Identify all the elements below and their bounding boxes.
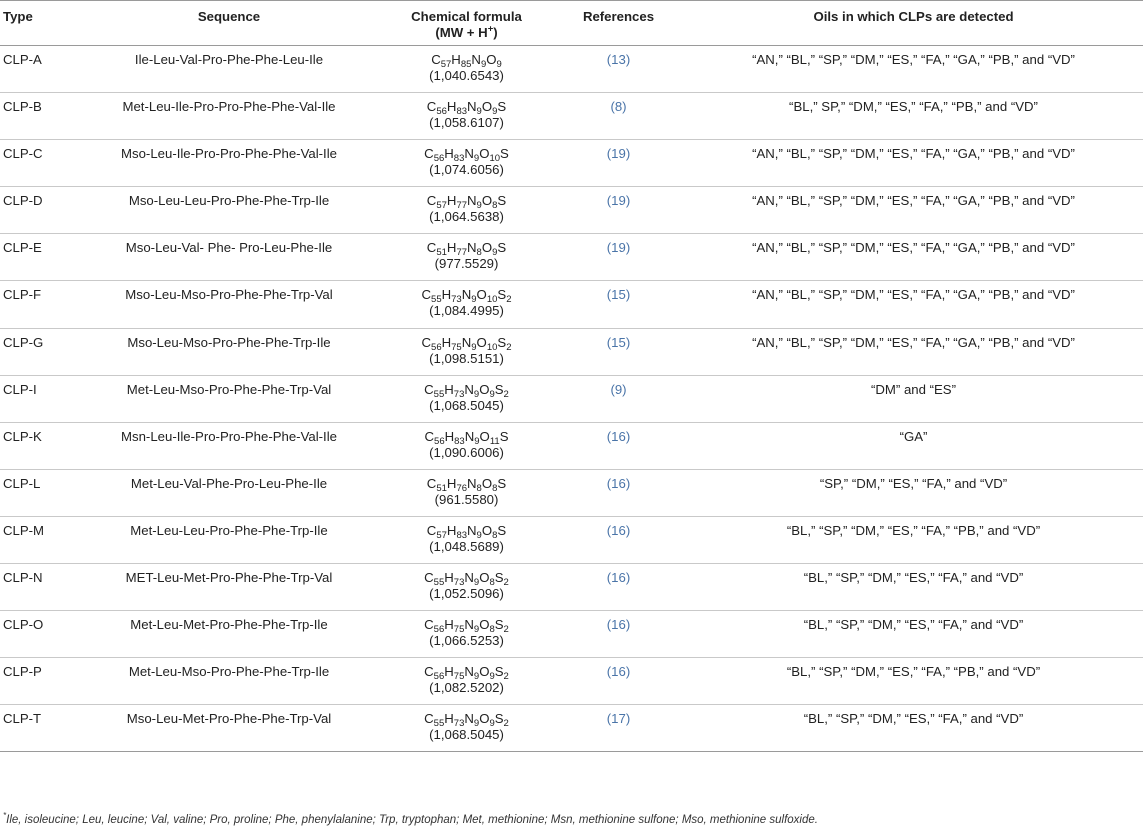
table-row (0, 705, 1143, 752)
cell-reference (553, 328, 684, 375)
cell-type: CLP-A (0, 46, 78, 93)
formula-text: $C_{56}H_{75}N_9O_9S_2$ (424, 664, 509, 683)
reference-link[interactable]: (16) (606, 428, 631, 444)
molecular-weight: (1,052.5096) (429, 586, 504, 602)
cell-sequence: Ile-Leu-Val-Pro-Phe-Phe-Leu-Ile (78, 46, 380, 93)
cell-type: CLP-B (0, 93, 78, 140)
cell-reference (553, 705, 684, 752)
cell-oils: “DM” and “ES” (684, 375, 1143, 422)
molecular-weight: (1,068.5045) (429, 727, 504, 743)
cell-reference (553, 46, 684, 93)
cell-type: CLP-G (0, 328, 78, 375)
header-sequence: Sequence (78, 1, 380, 46)
cell-reference (553, 187, 684, 234)
cell-sequence: Met-Leu-Met-Pro-Phe-Phe-Trp-Ile (78, 611, 380, 658)
formula-text: $C_{56}H_{83}N_9O_{11}S$ (424, 428, 509, 447)
cell-oils: “AN,” “BL,” “SP,” “DM,” “ES,” “FA,” “GA,” “PB,” and “VD” (684, 187, 1143, 234)
molecular-weight: (1,082.5202) (429, 680, 504, 696)
cell-formula (380, 187, 553, 234)
cell-sequence: Met-Leu-Val-Phe-Pro-Leu-Phe-Ile (78, 469, 380, 516)
cell-oils: “GA” (684, 422, 1143, 469)
reference-link[interactable]: (15) (606, 334, 631, 350)
reference-link[interactable]: (16) (606, 522, 631, 538)
cell-formula (380, 469, 553, 516)
table-row (0, 93, 1143, 140)
formula-text: $C_{56}H_{83}N_9O_9S$ (426, 99, 507, 118)
reference-link[interactable]: (16) (606, 475, 631, 491)
reference-link[interactable]: (16) (606, 664, 631, 680)
cell-oils: “AN,” “BL,” “SP,” “DM,” “ES,” “FA,” “GA,” “PB,” and “VD” (684, 46, 1143, 93)
reference-link[interactable]: (13) (606, 52, 631, 67)
cell-reference (553, 281, 684, 328)
cell-reference (553, 469, 684, 516)
header-row (0, 1, 1143, 46)
header-formula-line2: (MW + H+) (435, 23, 498, 40)
cell-sequence: Mso-Leu-Val- Phe- Pro-Leu-Phe-Ile (78, 234, 380, 281)
table-row (0, 611, 1143, 658)
cell-formula (380, 46, 553, 93)
molecular-weight: (1,048.5689) (429, 538, 504, 554)
table-row (0, 140, 1143, 187)
cell-sequence: Met-Leu-Ile-Pro-Pro-Phe-Phe-Val-Ile (78, 93, 380, 140)
cell-oils: “BL,” “SP,” “DM,” “ES,” “FA,” and “VD” (684, 611, 1143, 658)
table-row (0, 187, 1143, 234)
molecular-weight: (1,064.5638) (429, 209, 504, 225)
cell-formula (380, 422, 553, 469)
cell-sequence: Met-Leu-Mso-Pro-Phe-Phe-Trp-Ile (78, 658, 380, 705)
cell-reference (553, 375, 684, 422)
cell-reference (553, 611, 684, 658)
cell-oils: “AN,” “BL,” “SP,” “DM,” “ES,” “FA,” “GA,” “PB,” and “VD” (684, 140, 1143, 187)
header-type: Type (0, 1, 78, 46)
molecular-weight: (977.5529) (434, 256, 499, 272)
cell-oils: “BL,” “SP,” “DM,” “ES,” “FA,” “PB,” and “VD” (684, 658, 1143, 705)
table-row (0, 658, 1143, 705)
cell-formula (380, 611, 553, 658)
cell-oils: “AN,” “BL,” “SP,” “DM,” “ES,” “FA,” “GA,” “PB,” and “VD” (684, 234, 1143, 281)
cell-oils: “AN,” “BL,” “SP,” “DM,” “ES,” “FA,” “GA,” “PB,” and “VD” (684, 281, 1143, 328)
cell-formula (380, 658, 553, 705)
cell-oils: “BL,” “SP,” “DM,” “ES,” “FA,” and “VD” (684, 564, 1143, 611)
cell-formula (380, 234, 553, 281)
table-body (0, 46, 1143, 752)
molecular-weight: (1,090.6006) (429, 444, 504, 460)
formula-text: $C_{51}H_{76}N_8O_8S$ (426, 475, 507, 494)
cell-oils: “BL,” “SP,” “DM,” “ES,” “FA,” and “VD” (684, 705, 1143, 752)
molecular-weight: (1,066.5253) (429, 633, 504, 649)
formula-text: $C_{57}H_{85}N_9O_9$ (431, 52, 502, 70)
table-row (0, 375, 1143, 422)
cell-reference (553, 140, 684, 187)
cell-type: CLP-E (0, 234, 78, 281)
cell-type: CLP-C (0, 140, 78, 187)
cell-oils: “BL,” “SP,” “DM,” “ES,” “FA,” “PB,” and “VD” (684, 516, 1143, 563)
formula-text: $C_{56}H_{83}N_9O_{10}S$ (424, 146, 509, 165)
cell-type: CLP-F (0, 281, 78, 328)
cell-sequence: Met-Leu-Leu-Pro-Phe-Phe-Trp-Ile (78, 516, 380, 563)
cell-formula (380, 93, 553, 140)
reference-link[interactable]: (15) (606, 287, 631, 303)
reference-link[interactable]: (8) (610, 99, 627, 115)
formula-text: $C_{51}H_{77}N_8O_9S$ (426, 240, 507, 259)
molecular-weight: (1,068.5045) (429, 397, 504, 413)
table-row (0, 234, 1143, 281)
cell-reference (553, 234, 684, 281)
cell-sequence: MET-Leu-Met-Pro-Phe-Phe-Trp-Val (78, 564, 380, 611)
molecular-weight: (1,084.4995) (429, 303, 504, 319)
cell-reference (553, 658, 684, 705)
cell-type: CLP-P (0, 658, 78, 705)
table-row (0, 516, 1143, 563)
cell-oils: “BL,” SP,” “DM,” “ES,” “FA,” “PB,” and “VD” (684, 93, 1143, 140)
cell-sequence: Mso-Leu-Mso-Pro-Phe-Phe-Trp-Ile (78, 328, 380, 375)
cell-reference (553, 516, 684, 563)
header-formula (380, 1, 553, 46)
table-row (0, 469, 1143, 516)
formula-text: $C_{55}H_{73}N_9O_9S_2$ (424, 381, 509, 400)
cell-type: CLP-I (0, 375, 78, 422)
cell-formula (380, 328, 553, 375)
header-formula-line1: Chemical formula (411, 9, 522, 24)
cell-type: CLP-D (0, 187, 78, 234)
molecular-weight: (1,058.6107) (429, 115, 504, 131)
reference-link[interactable]: (19) (606, 240, 631, 256)
cell-type: CLP-L (0, 469, 78, 516)
reference-link[interactable]: (16) (606, 570, 631, 586)
footnote-marker: * (3, 811, 7, 820)
molecular-weight: (1,040.6543) (429, 68, 504, 83)
cell-reference (553, 93, 684, 140)
header-references: References (553, 1, 684, 46)
cell-type: CLP-N (0, 564, 78, 611)
cell-sequence: Msn-Leu-Ile-Pro-Pro-Phe-Phe-Val-Ile (78, 422, 380, 469)
cell-type: CLP-T (0, 705, 78, 752)
cell-sequence: Mso-Leu-Met-Pro-Phe-Phe-Trp-Val (78, 705, 380, 752)
footnote-text: Ile, isoleucine; Leu, leucine; Val, valine; Pro, proline; Phe, phenylalanine; Trp, tryptophan; Met, methionine; Msn, methionine sulfone; Mso, methionine sulfoxide. (6, 813, 818, 826)
cell-reference (553, 422, 684, 469)
cell-type: CLP-K (0, 422, 78, 469)
formula-text: $C_{55}H_{73}N_9O_8S_2$ (424, 570, 509, 589)
formula-text: $C_{56}H_{75}N_9O_8S_2$ (424, 617, 509, 636)
table-row (0, 46, 1143, 93)
reference-link[interactable]: (19) (606, 146, 631, 162)
reference-link[interactable]: (17) (606, 711, 631, 727)
molecular-weight: (961.5580) (434, 491, 499, 507)
formula-text: $C_{55}H_{73}N_9O_9S_2$ (424, 711, 509, 730)
cell-formula (380, 705, 553, 752)
formula-text: $C_{57}H_{77}N_9O_8S$ (426, 193, 507, 212)
reference-link[interactable]: (19) (606, 193, 631, 209)
cell-sequence: Mso-Leu-Ile-Pro-Pro-Phe-Phe-Val-Ile (78, 140, 380, 187)
cell-type: CLP-M (0, 516, 78, 563)
cell-formula (380, 516, 553, 563)
table-row (0, 281, 1143, 328)
formula-text: $C_{55}H_{73}N_9O_{10}S_2$ (421, 287, 512, 306)
cell-formula (380, 140, 553, 187)
cell-oils: “SP,” “DM,” “ES,” “FA,” and “VD” (684, 469, 1143, 516)
cell-sequence: Met-Leu-Mso-Pro-Phe-Phe-Trp-Val (78, 375, 380, 422)
reference-link[interactable]: (9) (610, 381, 627, 397)
table-row (0, 422, 1143, 469)
cell-type: CLP-O (0, 611, 78, 658)
table-row (0, 328, 1143, 375)
formula-text: $C_{57}H_{83}N_9O_8S$ (426, 522, 507, 541)
table-row (0, 564, 1143, 611)
cell-formula (380, 375, 553, 422)
reference-link[interactable]: (16) (606, 617, 631, 633)
cell-formula (380, 281, 553, 328)
molecular-weight: (1,074.6056) (429, 162, 504, 178)
cell-sequence: Mso-Leu-Mso-Pro-Phe-Phe-Trp-Val (78, 281, 380, 328)
header-oils: Oils in which CLPs are detected (684, 1, 1143, 46)
cell-oils: “AN,” “BL,” “SP,” “DM,” “ES,” “FA,” “GA,” “PB,” and “VD” (684, 328, 1143, 375)
footnote (3, 811, 818, 826)
cell-sequence: Mso-Leu-Leu-Pro-Phe-Phe-Trp-Ile (78, 187, 380, 234)
formula-text: $C_{56}H_{75}N_9O_{10}S_2$ (421, 334, 512, 353)
molecular-weight: (1,098.5151) (429, 350, 504, 366)
cell-reference (553, 564, 684, 611)
table-header (0, 1, 1143, 46)
cell-formula (380, 564, 553, 611)
